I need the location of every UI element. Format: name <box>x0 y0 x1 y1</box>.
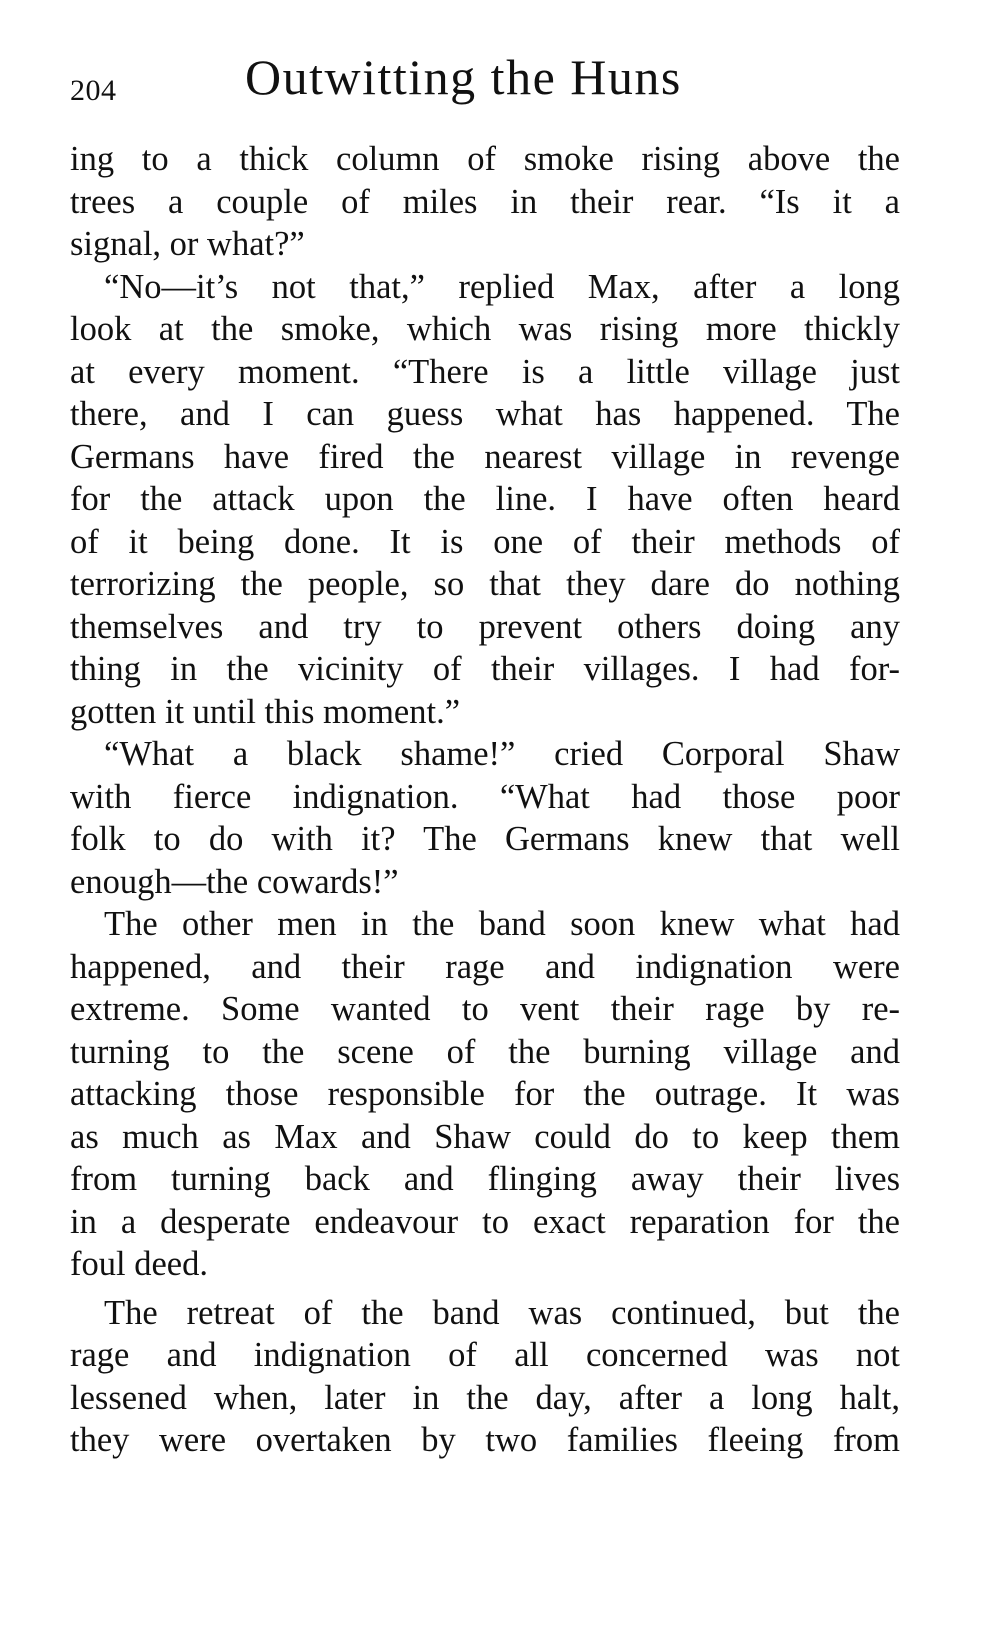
text-line: folk to do with it? The Germans knew that well <box>70 820 900 858</box>
text-line: lessened when, later in the day, after a long halt, <box>70 1378 900 1417</box>
text-line: terrorizing the people, so that they dare do nothing <box>70 565 900 603</box>
paragraph <box>70 733 900 903</box>
book-title: Outwitting the Huns <box>245 49 682 105</box>
text-line: for the attack upon the line. I have often heard <box>70 480 900 518</box>
body-text <box>70 138 900 1462</box>
text-line: with fierce indignation. “What had those poor <box>70 777 900 816</box>
text-line: The retreat of the band was continued, but the <box>104 1293 900 1332</box>
text-line: of it being done. It is one of their methods of <box>70 522 900 561</box>
text-line: happened, and their rage and indignation were <box>70 947 900 986</box>
paragraph <box>70 138 900 266</box>
text-line: thing in the vicinity of their villages. I had for- <box>70 650 900 688</box>
page-number: 204 <box>70 74 117 107</box>
text-line: they were overtaken by two families fleeing from <box>70 1421 900 1459</box>
text-line: signal, or what?” <box>70 225 305 263</box>
text-line: trees a couple of miles in their rear. “Is it a <box>70 182 900 221</box>
text-line: themselves and try to prevent others doing any <box>70 607 900 646</box>
text-line: enough—the cowards!” <box>70 862 399 901</box>
text-line: attacking those responsible for the outrage. It was <box>70 1075 900 1113</box>
text-line: Germans have fired the nearest village in revenge <box>70 437 900 476</box>
text-line: turning to the scene of the burning village and <box>70 1032 900 1071</box>
text-line: at every moment. “There is a little village just <box>70 352 900 391</box>
paragraph <box>70 1292 900 1462</box>
text-line: there, and I can guess what has happened. The <box>70 395 900 433</box>
text-line: in a desperate endeavour to exact reparation for the <box>70 1202 900 1241</box>
text-line: extreme. Some wanted to vent their rage by re- <box>70 990 900 1028</box>
text-line: rage and indignation of all concerned was not <box>70 1336 900 1374</box>
running-head <box>70 48 900 118</box>
text-line: “What a black shame!” cried Corporal Shaw <box>104 735 900 773</box>
text-line: ing to a thick column of smoke rising above the <box>70 140 900 178</box>
text-line: from turning back and flinging away their lives <box>70 1160 900 1198</box>
text-line: “No—it’s not that,” replied Max, after a long <box>104 267 900 306</box>
paragraph <box>70 266 900 734</box>
text-line: as much as Max and Shaw could do to keep them <box>70 1117 900 1156</box>
paragraph <box>70 903 900 1286</box>
text-line: foul deed. <box>70 1245 208 1283</box>
text-line: The other men in the band soon knew what had <box>104 905 900 943</box>
text-line: look at the smoke, which was rising more thickly <box>70 310 900 348</box>
text-line: gotten it until this moment.” <box>70 692 461 731</box>
